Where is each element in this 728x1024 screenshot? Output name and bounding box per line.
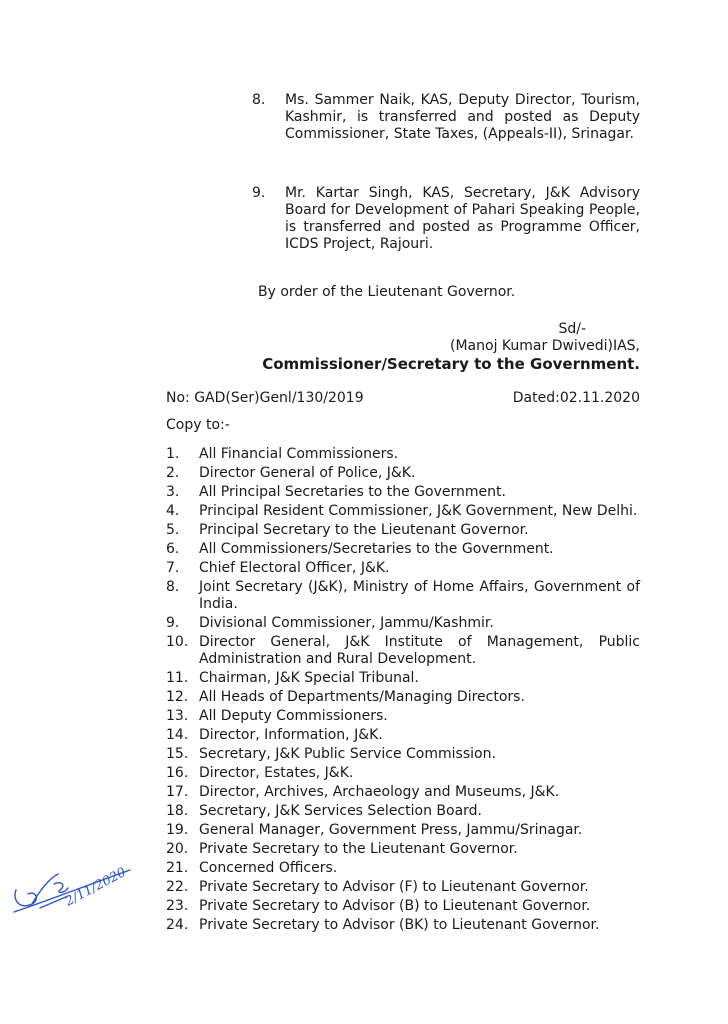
list-item <box>166 860 640 877</box>
list-item-text: All Heads of Departments/Managing Directors. <box>199 689 525 705</box>
initials-stamp <box>10 860 136 918</box>
by-order-line: By order of the Lieutenant Governor. <box>258 284 516 300</box>
list-item-text: All Deputy Commissioners. <box>199 708 388 724</box>
list-item-number: 19. <box>166 822 189 838</box>
paragraph-number: 9. <box>252 185 266 201</box>
list-item-number: 23. <box>166 898 189 914</box>
list-item <box>166 822 640 839</box>
list-item-number: 24. <box>166 917 189 933</box>
paragraph-text: Mr. Kartar Singh, KAS, Secretary, J&K Advisory Board for Development of Pahari Speaking People, is transferred and posted as Programme Officer, ICDS Project, Rajouri. <box>285 185 640 252</box>
list-item <box>166 579 640 613</box>
list-item-text: Director, Information, J&K. <box>199 727 383 743</box>
paragraph-text: Ms. Sammer Naik, KAS, Deputy Director, Tourism, Kashmir, is transferred and posted as Deputy Commissioner, State Taxes, (Appeals-II), Srinagar. <box>285 92 640 142</box>
list-item <box>166 784 640 801</box>
list-item-number: 1. <box>166 446 180 462</box>
reference-row <box>166 390 640 407</box>
reference-number: No: GAD(Ser)Genl/130/2019 <box>166 390 364 406</box>
list-item-number: 2. <box>166 465 180 481</box>
list-item-text: Joint Secretary (J&K), Ministry of Home Affairs, Government of India. <box>199 579 640 612</box>
list-item-number: 5. <box>166 522 180 538</box>
list-item <box>166 670 640 687</box>
list-item-number: 14. <box>166 727 189 743</box>
list-item-text: Divisional Commissioner, Jammu/Kashmir. <box>199 615 494 631</box>
list-item <box>166 560 640 577</box>
list-item-number: 7. <box>166 560 180 576</box>
list-item <box>166 727 640 744</box>
handwritten-signature-icon <box>10 860 136 918</box>
list-item-text: Director, Archives, Archaeology and Museums, J&K. <box>199 784 560 800</box>
list-item <box>166 689 640 706</box>
signatory-name: (Manoj Kumar Dwivedi)IAS, <box>450 338 640 354</box>
list-item-text: Principal Secretary to the Lieutenant Governor. <box>199 522 529 538</box>
list-item <box>166 503 640 520</box>
list-item-text: Concerned Officers. <box>199 860 338 876</box>
list-item <box>166 879 640 896</box>
list-item-number: 11. <box>166 670 189 686</box>
list-item-text: Chief Electoral Officer, J&K. <box>199 560 390 576</box>
reference-date: Dated:02.11.2020 <box>512 390 640 406</box>
list-item <box>166 841 640 858</box>
list-item <box>166 446 640 463</box>
list-item-number: 10. <box>166 634 189 650</box>
list-item <box>166 522 640 539</box>
signature-block <box>262 321 640 373</box>
list-item-text: Private Secretary to Advisor (B) to Lieutenant Governor. <box>199 898 591 914</box>
list-item-text: Secretary, J&K Public Service Commission. <box>199 746 496 762</box>
list-item-number: 16. <box>166 765 189 781</box>
list-item <box>166 765 640 782</box>
list-item <box>166 484 640 501</box>
signatory-designation: Commissioner/Secretary to the Government. <box>262 355 640 373</box>
list-item-number: 6. <box>166 541 180 557</box>
list-item <box>166 615 640 632</box>
list-item-text: Private Secretary to Advisor (BK) to Lieutenant Governor. <box>199 917 600 933</box>
list-item-text: All Commissioners/Secretaries to the Government. <box>199 541 554 557</box>
list-item-number: 8. <box>166 579 180 595</box>
copy-list <box>166 446 640 936</box>
list-item <box>166 634 640 668</box>
list-item-text: All Principal Secretaries to the Government. <box>199 484 506 500</box>
list-item-number: 21. <box>166 860 189 876</box>
order-paragraph-9 <box>252 185 640 253</box>
list-item-number: 20. <box>166 841 189 857</box>
list-item <box>166 708 640 725</box>
order-paragraph-8 <box>252 92 640 143</box>
list-item <box>166 465 640 482</box>
list-item-text: Private Secretary to the Lieutenant Governor. <box>199 841 518 857</box>
paragraph-number: 8. <box>252 92 266 108</box>
list-item-text: Private Secretary to Advisor (F) to Lieutenant Governor. <box>199 879 589 895</box>
list-item <box>166 541 640 558</box>
list-item-text: Director, Estates, J&K. <box>199 765 354 781</box>
list-item-text: Director General, J&K Institute of Management, Public Administration and Rural Development. <box>199 634 640 667</box>
list-item-number: 15. <box>166 746 189 762</box>
signed-mark: Sd/- <box>558 321 586 337</box>
stamp-date: 2/11/2020 <box>62 864 129 910</box>
list-item <box>166 746 640 763</box>
list-item-number: 22. <box>166 879 189 895</box>
list-item-text: Chairman, J&K Special Tribunal. <box>199 670 419 686</box>
list-item-text: Principal Resident Commissioner, J&K Government, New Delhi. <box>199 503 638 519</box>
list-item-number: 3. <box>166 484 180 500</box>
list-item-number: 12. <box>166 689 189 705</box>
list-item-text: Director General of Police, J&K. <box>199 465 416 481</box>
list-item-text: All Financial Commissioners. <box>199 446 399 462</box>
list-item-number: 18. <box>166 803 189 819</box>
list-item <box>166 803 640 820</box>
list-item-number: 17. <box>166 784 189 800</box>
list-item-number: 13. <box>166 708 189 724</box>
list-item-text: General Manager, Government Press, Jammu/Srinagar. <box>199 822 583 838</box>
list-item-number: 9. <box>166 615 180 631</box>
list-item <box>166 917 640 934</box>
list-item-text: Secretary, J&K Services Selection Board. <box>199 803 482 819</box>
list-item <box>166 898 640 915</box>
copy-to-label: Copy to:- <box>166 417 230 433</box>
list-item-number: 4. <box>166 503 180 519</box>
